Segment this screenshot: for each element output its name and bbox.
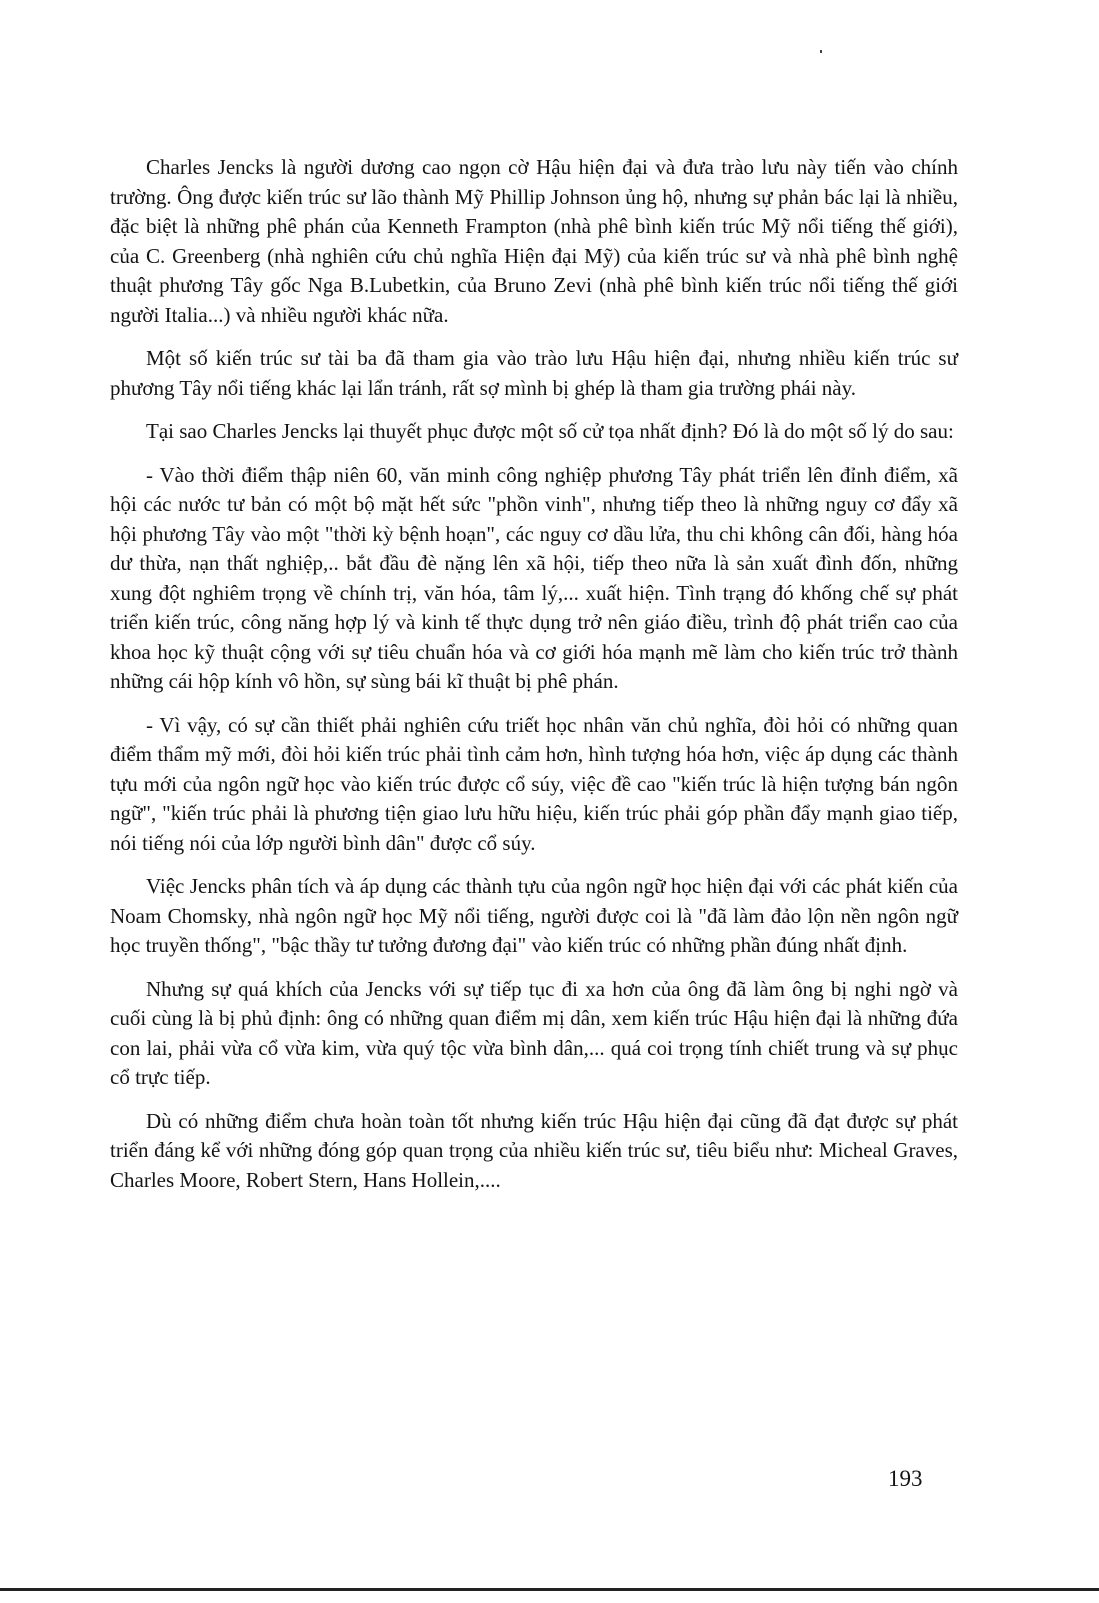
body-text [110,153,958,1209]
paragraph-3: Tại sao Charles Jencks lại thuyết phục được một số cử tọa nhất định? Đó là do một số lý do sau: [146,419,954,443]
scan-speck [820,50,822,53]
bottom-edge-line [0,1588,1099,1591]
paragraph-6: Việc Jencks phân tích và áp dụng các thành tựu của ngôn ngữ học hiện đại với các phát kiến của Noam Chomsky, nhà ngôn ngữ học Mỹ nổi tiếng, người được coi là "đã làm đảo lộn nền ngôn ngữ học truyền thống", "bậc thầy tư tưởng đương đại" vào kiến trúc có những phần đúng nhất định. [110,874,958,957]
page-number: 193 [888,1466,923,1491]
paragraph-1: Charles Jencks là người dương cao ngọn cờ Hậu hiện đại và đưa trào lưu này tiến vào chính trường. Ông được kiến trúc sư lão thành Mỹ Phillip Johnson ủng hộ, nhưng sự phản bác lại là nhiều, đặc biệt là những phê phán của Kenneth Frampton (nhà phê bình kiến trúc Mỹ nổi tiếng thế giới), của C. Greenberg (nhà nghiên cứu chủ nghĩa Hiện đại Mỹ) của kiến trúc sư và nhà phê bình nghệ thuật phương Tây gốc Nga B.Lubetkin, của Bruno Zevi (nhà phê bình kiến trúc nổi tiếng thế giới người Italia...) và nhiều người khác nữa. [110,155,958,327]
paragraph-5: - Vì vậy, có sự cần thiết phải nghiên cứu triết học nhân văn chủ nghĩa, đòi hỏi có những quan điểm thẩm mỹ mới, đòi hỏi kiến trúc phải tình cảm hơn, hình tượng hóa hơn, việc áp dụng các thành tựu mới của ngôn ngữ học vào kiến trúc được cổ súy, việc đề cao "kiến trúc là hiện tượng bán ngôn ngữ", "kiến trúc phải là phương tiện giao lưu hữu hiệu, kiến trúc phải góp phần đẩy mạnh giao tiếp, nói tiếng nói của lớp người bình dân" được cổ súy. [110,712,958,855]
paragraph-4: - Vào thời điểm thập niên 60, văn minh công nghiệp phương Tây phát triển lên đỉnh điểm, xã hội các nước tư bản có một bộ mặt hết sức "phồn vinh", nhưng tiếp theo là những nguy cơ đẩy xã hội phương Tây vào một "thời kỳ bệnh hoạn", các nguy cơ dầu lửa, thu chi không cân đối, hàng hóa dư thừa, nạn thất nghiệp,.. bắt đầu đè nặng lên xã hội, tiếp theo nữa là sản xuất đình đốn, những xung đột nghiêm trọng về chính trị, văn hóa, tâm lý,... xuất hiện. Tình trạng đó khống chế sự phát triển kiến trúc, công năng hợp lý và kinh tế thực dụng trở nên giáo điều, trình độ phát triển cao của khoa học kỹ thuật cộng với sự tiêu chuẩn hóa và cơ giới hóa mạnh mẽ làm cho kiến trúc trở thành những cái hộp kính vô hồn, sự sùng bái kĩ thuật bị phê phán. [110,462,958,693]
paragraph-2: Một số kiến trúc sư tài ba đã tham gia vào trào lưu Hậu hiện đại, nhưng nhiều kiến trúc sư phương Tây nổi tiếng khác lại lẩn tránh, rất sợ mình bị ghép là tham gia trường phái này. [110,346,958,400]
paragraph-7: Nhưng sự quá khích của Jencks với sự tiếp tục đi xa hơn của ông đã làm ông bị nghi ngờ và cuối cùng là bị phủ định: ông có những quan điểm mị dân, xem kiến trúc Hậu hiện đại là những đứa con lai, phải vừa cổ vừa kim, vừa quý tộc vừa bình dân,... quá coi trọng tính chiết trung và sự phục cổ trực tiếp. [110,976,958,1089]
paragraph-8: Dù có những điểm chưa hoàn toàn tốt nhưng kiến trúc Hậu hiện đại cũng đã đạt được sự phát triển đáng kể với những đóng góp quan trọng của nhiều kiến trúc sư, tiêu biểu như: Micheal Graves, Charles Moore, Robert Stern, Hans Hollein,.... [110,1108,958,1192]
